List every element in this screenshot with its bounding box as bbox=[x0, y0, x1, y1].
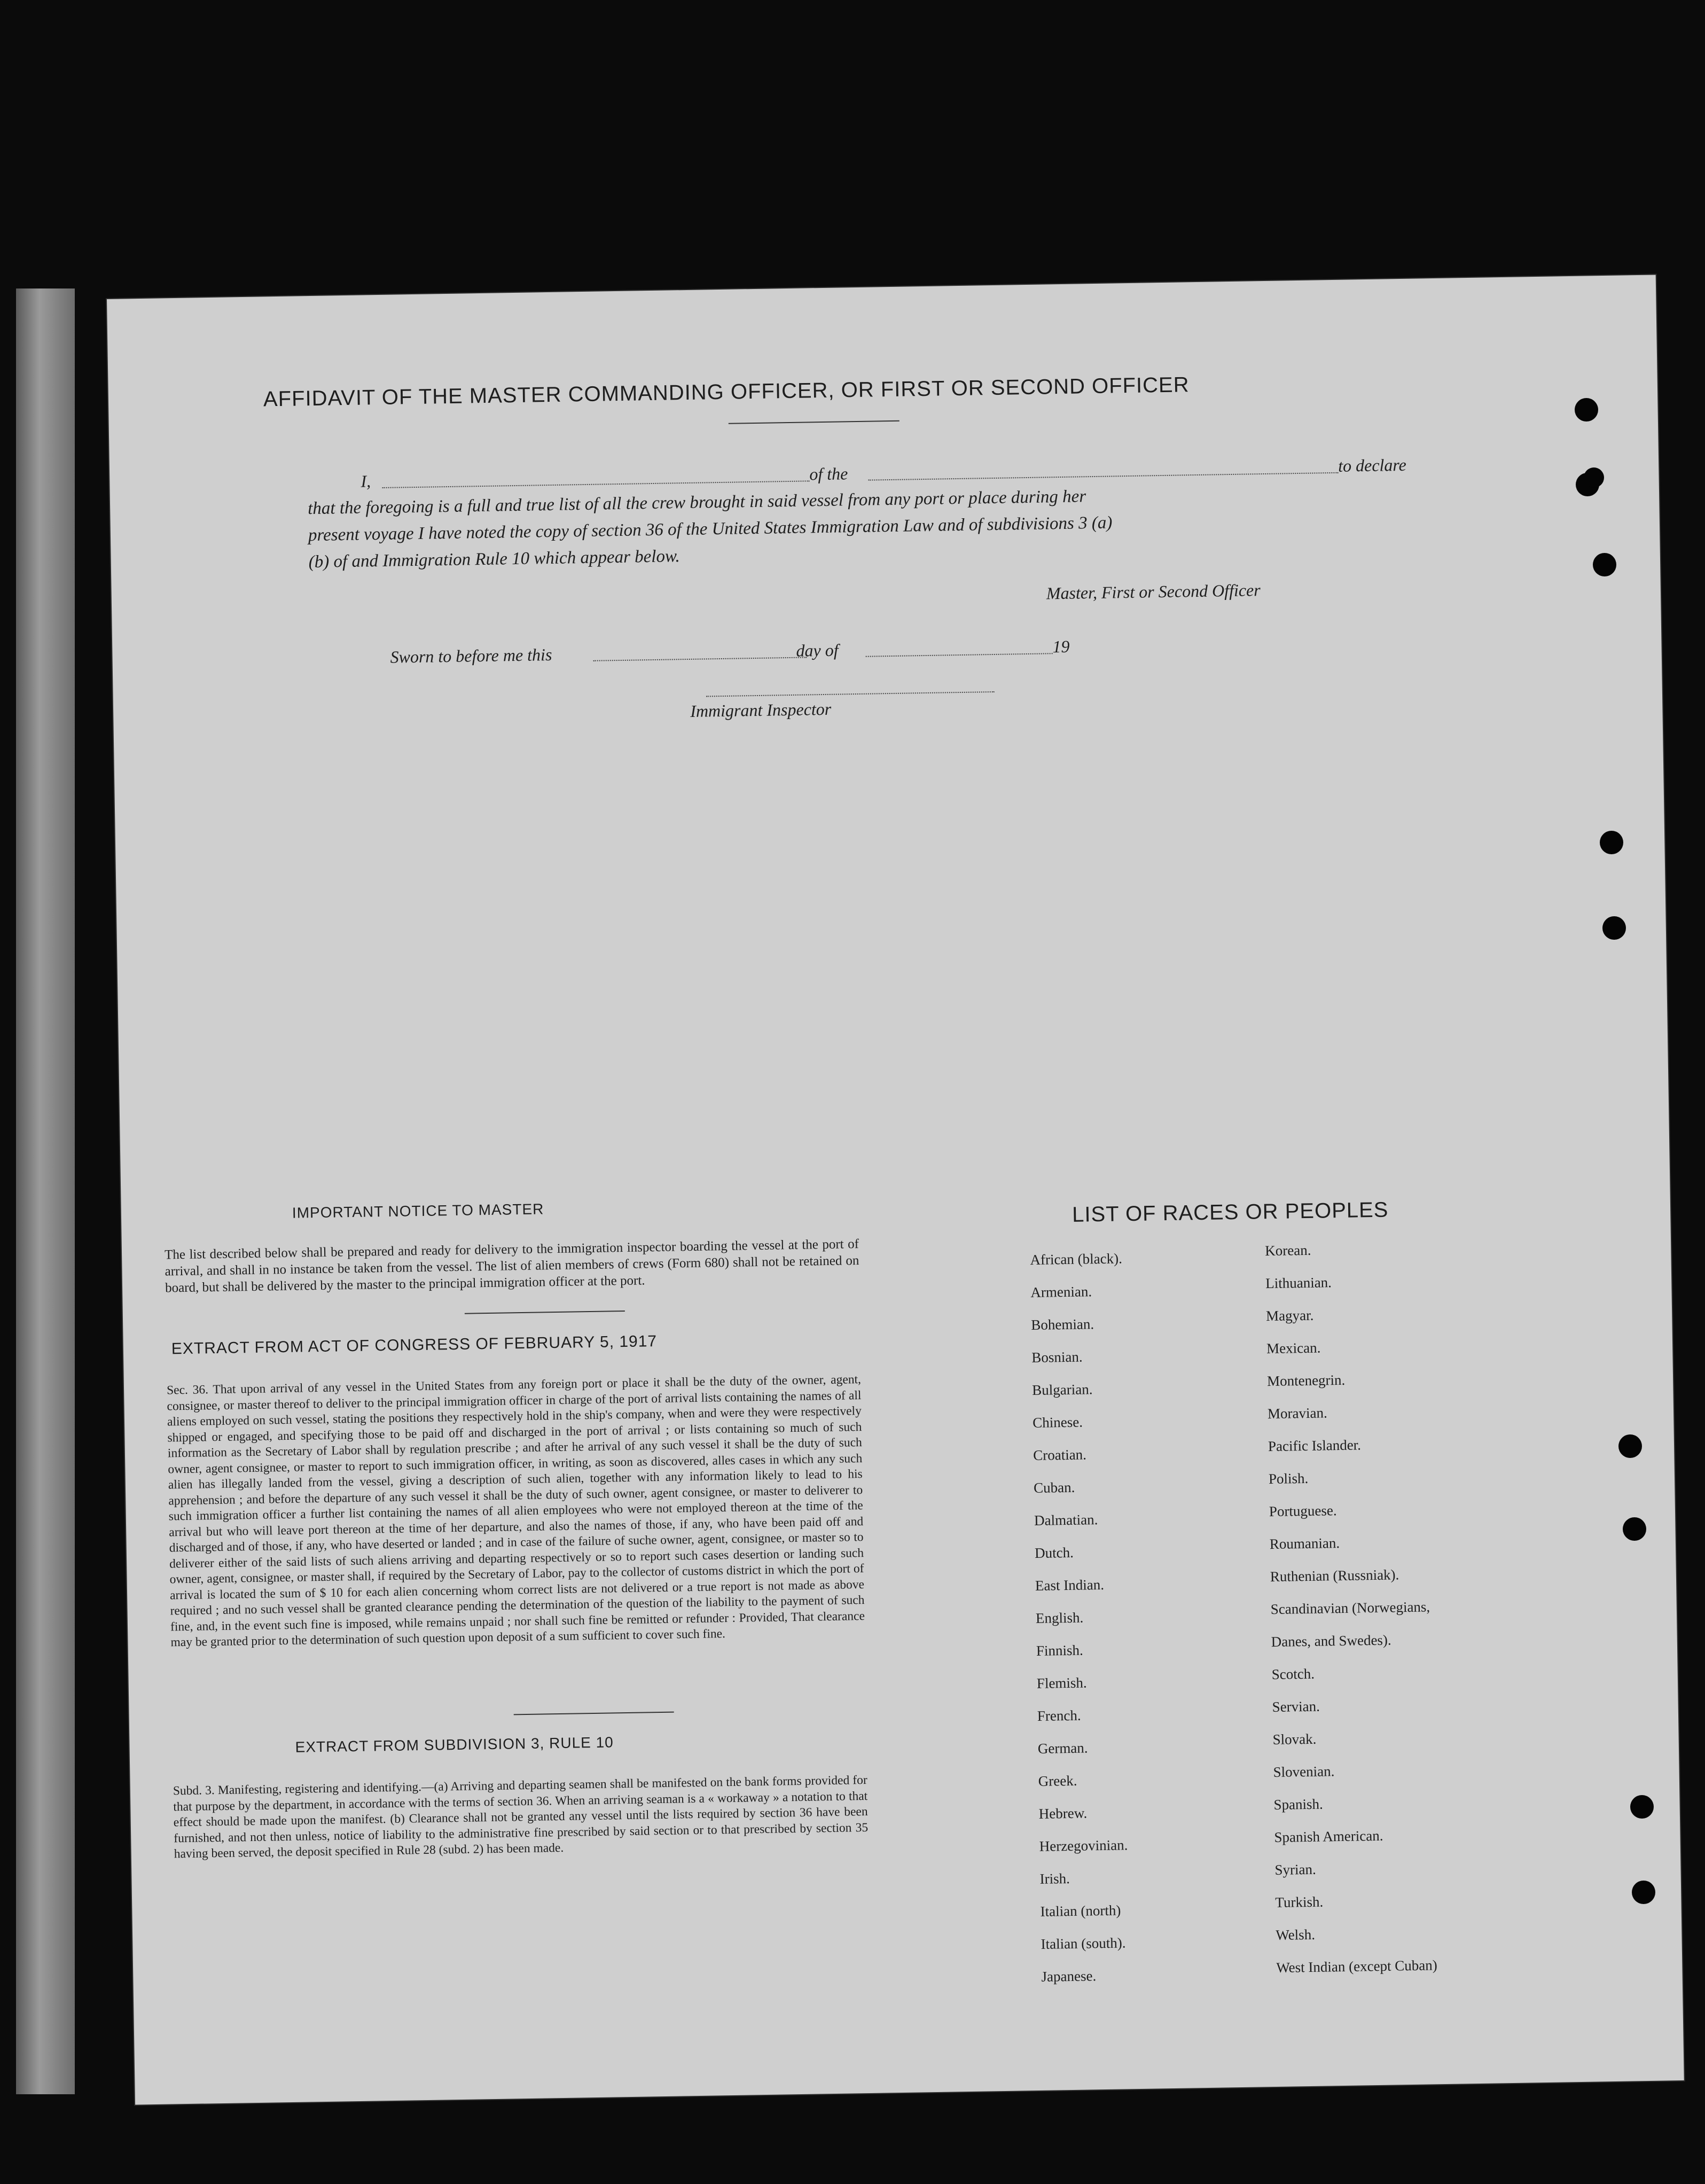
race-item: Lithuanian. bbox=[1265, 1274, 1332, 1292]
race-item: Slovenian. bbox=[1273, 1763, 1335, 1781]
race-item: Japanese. bbox=[1041, 1968, 1097, 1985]
master-signature-label: Master, First or Second Officer bbox=[1046, 580, 1261, 603]
inspector-signature-line bbox=[706, 691, 995, 697]
race-item: Ruthenian (Russniak). bbox=[1270, 1566, 1399, 1585]
race-item: Slovak. bbox=[1272, 1730, 1317, 1748]
document-page bbox=[107, 275, 1684, 2104]
punch-hole bbox=[1618, 1434, 1642, 1458]
name-line bbox=[382, 480, 810, 488]
punch-hole bbox=[1593, 553, 1616, 576]
extract-act-heading: EXTRACT FROM ACT OF CONGRESS OF FEBRUARY 5, 1917 bbox=[171, 1332, 658, 1358]
punch-hole bbox=[1623, 1517, 1646, 1541]
race-item: Italian (north) bbox=[1040, 1902, 1121, 1920]
affidavit-line-3: present voyage I have noted the copy of section 36 of the United States Immigration Law and of subdivisions 3 (a) bbox=[308, 513, 1113, 545]
notice-heading: IMPORTANT NOTICE TO MASTER bbox=[292, 1200, 544, 1221]
affidavit-title: AFFIDAVIT OF THE MASTER COMMANDING OFFICER, OR FIRST OR SECOND OFFICER bbox=[263, 373, 1190, 411]
day-of-label: day of bbox=[796, 640, 839, 660]
extract-rule-divider bbox=[514, 1712, 674, 1715]
race-item: Greek. bbox=[1038, 1772, 1077, 1789]
race-item: Cuban. bbox=[1033, 1479, 1075, 1496]
race-item: Korean. bbox=[1265, 1242, 1311, 1259]
race-item: Italian (south). bbox=[1041, 1935, 1126, 1952]
race-item: Hebrew. bbox=[1038, 1805, 1088, 1822]
race-item: Spanish. bbox=[1273, 1796, 1324, 1813]
notice-rule bbox=[465, 1311, 625, 1314]
race-item: Chinese. bbox=[1033, 1414, 1083, 1431]
affidavit-line-2: that the foregoing is a full and true list of all the crew brought in said vessel from any port or place during her bbox=[307, 487, 1086, 519]
notice-body: The list described below shall be prepared and ready for delivery to the immigration inspector boarding the vessel at the port of arrival, and shall in no instance be taken from the vessel. The list of alien members of crews (Form 680) shall not be retained on board, but shall be delivered by the master to the principal immigration officer at the port. bbox=[164, 1237, 859, 1296]
race-item: Pacific Islander. bbox=[1268, 1437, 1362, 1455]
affidavit-line-4: (b) of and Immigration Rule 10 which appear below. bbox=[308, 547, 681, 572]
race-item: East Indian. bbox=[1035, 1576, 1105, 1594]
inspector-label: Immigrant Inspector bbox=[690, 699, 832, 721]
race-item: Bohemian. bbox=[1031, 1316, 1094, 1333]
race-item: Scotch. bbox=[1271, 1665, 1315, 1683]
title-rule bbox=[729, 420, 900, 424]
race-item: Finnish. bbox=[1036, 1642, 1083, 1659]
race-item: Servian. bbox=[1272, 1698, 1320, 1715]
race-item: Magyar. bbox=[1265, 1307, 1314, 1324]
affidavit-of-the: of the bbox=[809, 464, 848, 484]
race-item: Welsh. bbox=[1276, 1926, 1316, 1944]
extract-act-body: Sec. 36. That upon arrival of any vessel in the United States from any foreign port or place it shall be the duty of the owner, agent, consignee, or master thereof to deliver to the principal immigration officer in charge of the port of arrival lists containing the names of all aliens employed on such vessel, stating the positions they respectively hold in the ship's company, when and were they were respectively shipped or engaged, and specifying those to be paid off and discharged in the port of arrival ; or lists containing so much of such information as the Secretary of Labor shall by regulation prescribe ; and after he arrival of any such vessel it shall be the duty of such owner, agent consignee, or master to report to such immigration officer, in writing, as soon as discovered, alles cases in which any such alien has illegally landed from the vessel, giving a description of such alien, together with any information likely to lead to his apprehension ; and before the departure of any such vessel it shall be the duty of such owner, agent consignee, or master to deliverer to such immigration officer a further list containing the names of all alien employees who were not employed thereon at the time of the arrival but who will leave port thereon at the time of her departure, and also the names of those, if any, who have been paid off and discharged and of those, if any, who have deserted or landed ; and in case of the failure of suche owner, agent, consignee, or master so to deliverer either of the said lists of such aliens arriving and departing respectively or so to report such cases desertion or landing such owner, agent, consignee, or master shall, if required by the Secretary of Labor, pay to the collector of customs district in which the port of arrival is located the sum of $ 10 for each alien concerning whom correct lists are not delivered or a true report is not made as above required ; and no such vessel shall be granted clearance pending the determination of the question of the liability to the payment of such fine, and, in the event such fine is imposed, while remains unpaid ; nor shall such fine be remitted or refunder : Provided, That clearance may be granted prior to the determination of such question upon deposit of a sum sufficient to cover such fine. bbox=[166, 1372, 865, 1650]
month-line bbox=[866, 653, 1053, 657]
race-item: Herzegovinian. bbox=[1039, 1837, 1128, 1854]
race-item: Danes, and Swedes). bbox=[1271, 1632, 1391, 1650]
sworn-label: Sworn to before me this bbox=[390, 644, 552, 667]
race-item: Moravian. bbox=[1267, 1405, 1327, 1422]
punch-hole bbox=[1575, 398, 1598, 422]
race-item: Armenian. bbox=[1030, 1283, 1092, 1301]
race-item: Spanish American. bbox=[1274, 1827, 1383, 1846]
race-item: African (black). bbox=[1030, 1250, 1123, 1268]
affidavit-i-label: I, bbox=[361, 471, 371, 491]
race-item: English. bbox=[1035, 1609, 1084, 1626]
punch-hole bbox=[1584, 467, 1604, 488]
race-item: Dalmatian. bbox=[1034, 1511, 1098, 1529]
race-item: Polish. bbox=[1268, 1470, 1309, 1487]
year-label: 19 bbox=[1052, 636, 1070, 657]
race-item: Portuguese. bbox=[1269, 1502, 1337, 1520]
race-item: Flemish. bbox=[1036, 1674, 1087, 1691]
affidavit-to-declare: to declare bbox=[1338, 455, 1407, 475]
extract-rule-heading: EXTRACT FROM SUBDIVISION 3, RULE 10 bbox=[295, 1734, 614, 1756]
punch-hole bbox=[1602, 916, 1626, 940]
race-item: Bulgarian. bbox=[1032, 1381, 1093, 1399]
race-item: Syrian. bbox=[1274, 1861, 1316, 1878]
race-item: Turkish. bbox=[1275, 1893, 1324, 1911]
punch-hole bbox=[1600, 831, 1623, 854]
sworn-day-line bbox=[593, 657, 807, 661]
extract-rule-body: Subd. 3. Manifesting, registering and identifying.—(a) Arriving and departing seamen shall be manifested on the bank forms provided for that purpose by the department, in accordance with the terms of section 36. When an arriving seaman is a « workaway » a notation to that effect should be made upon the manifest. (b) Clearance shall not be granted any vessel until the lists required by section 36 have been furnished, and not then unless, notice of liability to the administrative fine prescribed by said section or to that prescribed by section 35 having been served, the deposit specified in Rule 28 (subd. 2) has been made. bbox=[173, 1773, 869, 1861]
punch-hole bbox=[1632, 1881, 1655, 1904]
races-heading: LIST OF RACES OR PEOPLES bbox=[1072, 1198, 1389, 1227]
race-item: German. bbox=[1037, 1740, 1088, 1757]
race-item: Dutch. bbox=[1034, 1544, 1074, 1562]
binding-edge bbox=[16, 288, 75, 2094]
race-item: Scandinavian (Norwegians, bbox=[1270, 1598, 1430, 1618]
race-item: Croatian. bbox=[1033, 1446, 1087, 1464]
race-item: Roumanian. bbox=[1269, 1535, 1340, 1553]
race-item: Montenegrin. bbox=[1266, 1371, 1346, 1390]
punch-hole bbox=[1630, 1795, 1654, 1819]
race-item: Irish. bbox=[1039, 1870, 1070, 1887]
race-item: Mexican. bbox=[1266, 1339, 1321, 1357]
vessel-line bbox=[868, 472, 1338, 481]
race-item: Bosnian. bbox=[1031, 1348, 1083, 1366]
race-item: West Indian (except Cuban) bbox=[1276, 1957, 1438, 1976]
race-item: French. bbox=[1037, 1707, 1081, 1724]
